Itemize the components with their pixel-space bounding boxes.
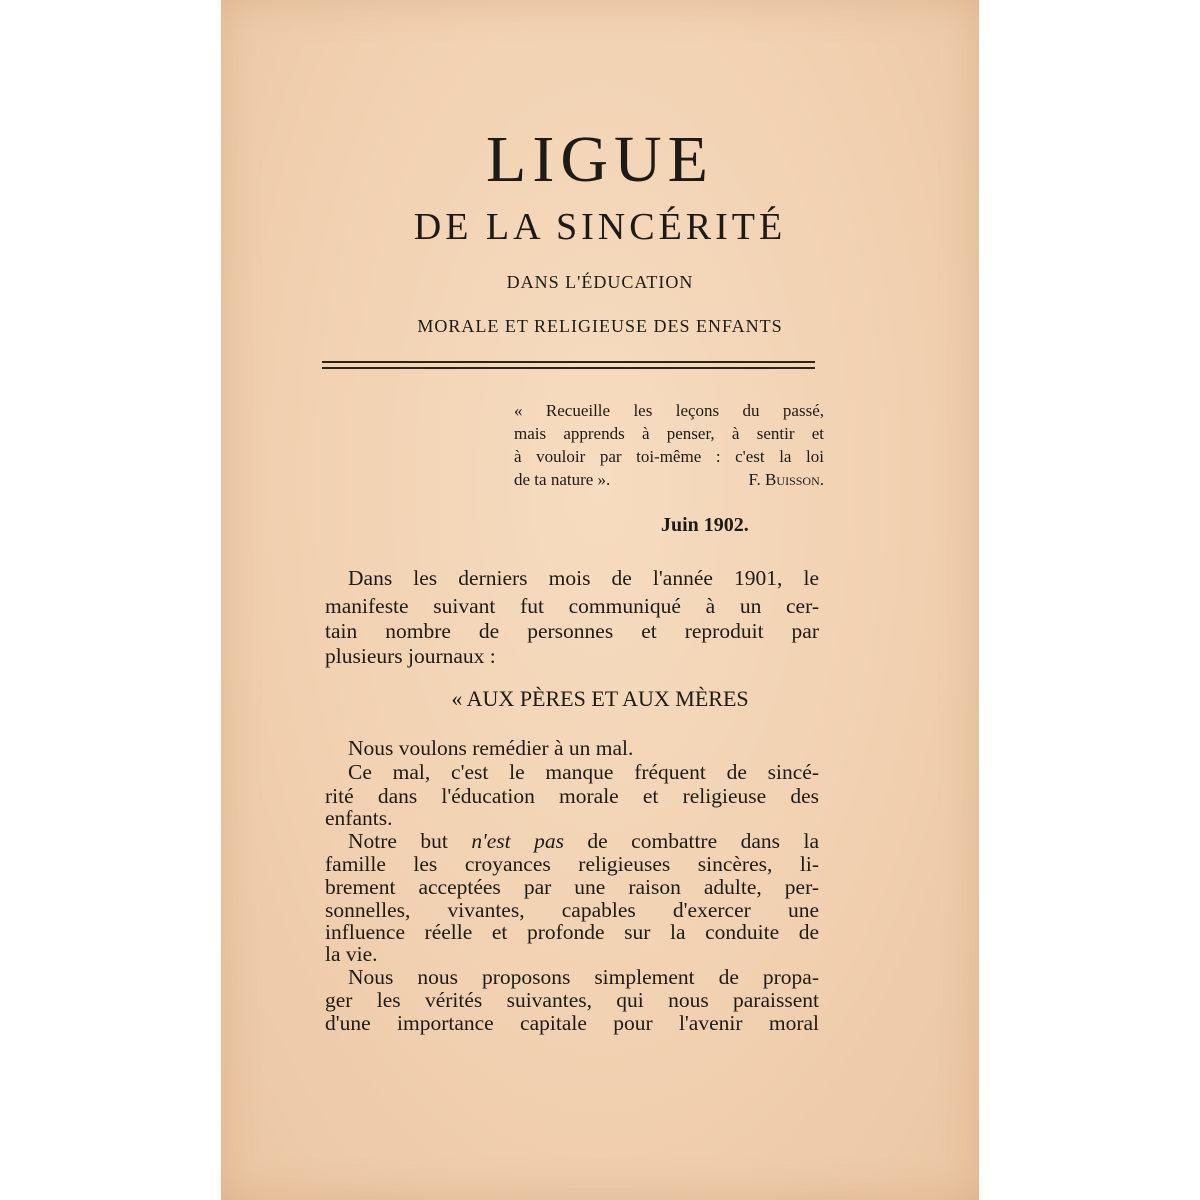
document-page [221, 0, 979, 1200]
paragraph-line: rité dans l'éducation morale et religieuse des [325, 784, 819, 808]
manifesto-heading: « AUX PÈRES ET AUX MÈRES [451, 686, 749, 711]
epigraph-line: à vouloir par toi-même : c'est la loi [514, 447, 824, 466]
paragraph-line: sonnelles, vivantes, capables d'exercer une [325, 898, 819, 922]
double-rule-bottom [322, 367, 815, 369]
epigraph-line: de ta nature ». [514, 470, 611, 489]
subtitle-line-2: DANS L'ÉDUCATION [506, 272, 694, 292]
paragraph-line: d'une importance capitale pour l'avenir moral [325, 1011, 819, 1035]
document-date: Juin 1902. [661, 514, 749, 536]
paragraph-line: brement acceptées par une raison adulte, per- [325, 875, 819, 899]
paragraph-line: enfants. [325, 806, 393, 830]
text-run: de combattre dans la [587, 829, 819, 853]
paragraph-line: influence réelle et profonde sur la conduite de [325, 920, 819, 944]
paragraph-line: la vie. [325, 942, 378, 966]
paragraph-line: Nous nous proposons simplement de propa- [348, 965, 819, 989]
subtitle-line-3: MORALE ET RELIGIEUSE DES ENFANTS [417, 316, 783, 336]
text-run: Notre but [348, 829, 448, 853]
epigraph-author: F. Buisson. [748, 470, 824, 489]
paragraph-line: Dans les derniers mois de l'année 1901, le [348, 566, 819, 590]
page-subtitle: DE LA SINCÉRITÉ [413, 206, 787, 248]
paragraph-line: manifeste suivant fut communiqué à un cer- [325, 594, 819, 618]
paragraph-line: Ce mal, c'est le manque fréquent de sincé- [348, 760, 819, 784]
paragraph-line [348, 829, 819, 854]
epigraph-line: mais apprends à penser, à sentir et [514, 424, 824, 443]
emphasis-run: n'est pas [471, 829, 564, 853]
page-title: LIGUE [486, 123, 714, 196]
paragraph-line: tain nombre de personnes et reproduit par [325, 619, 819, 643]
epigraph-line: « Recueille les leçons du passé, [514, 401, 824, 420]
paragraph-line: famille les croyances religieuses sincères, li- [325, 852, 819, 876]
paragraph-line: plusieurs journaux : [325, 644, 496, 668]
paragraph-line: ger les vérités suivantes, qui nous paraissent [325, 988, 819, 1012]
epigraph-last-line [514, 468, 824, 492]
paragraph-line: Nous voulons remédier à un mal. [348, 736, 634, 760]
double-rule-top [322, 361, 815, 363]
